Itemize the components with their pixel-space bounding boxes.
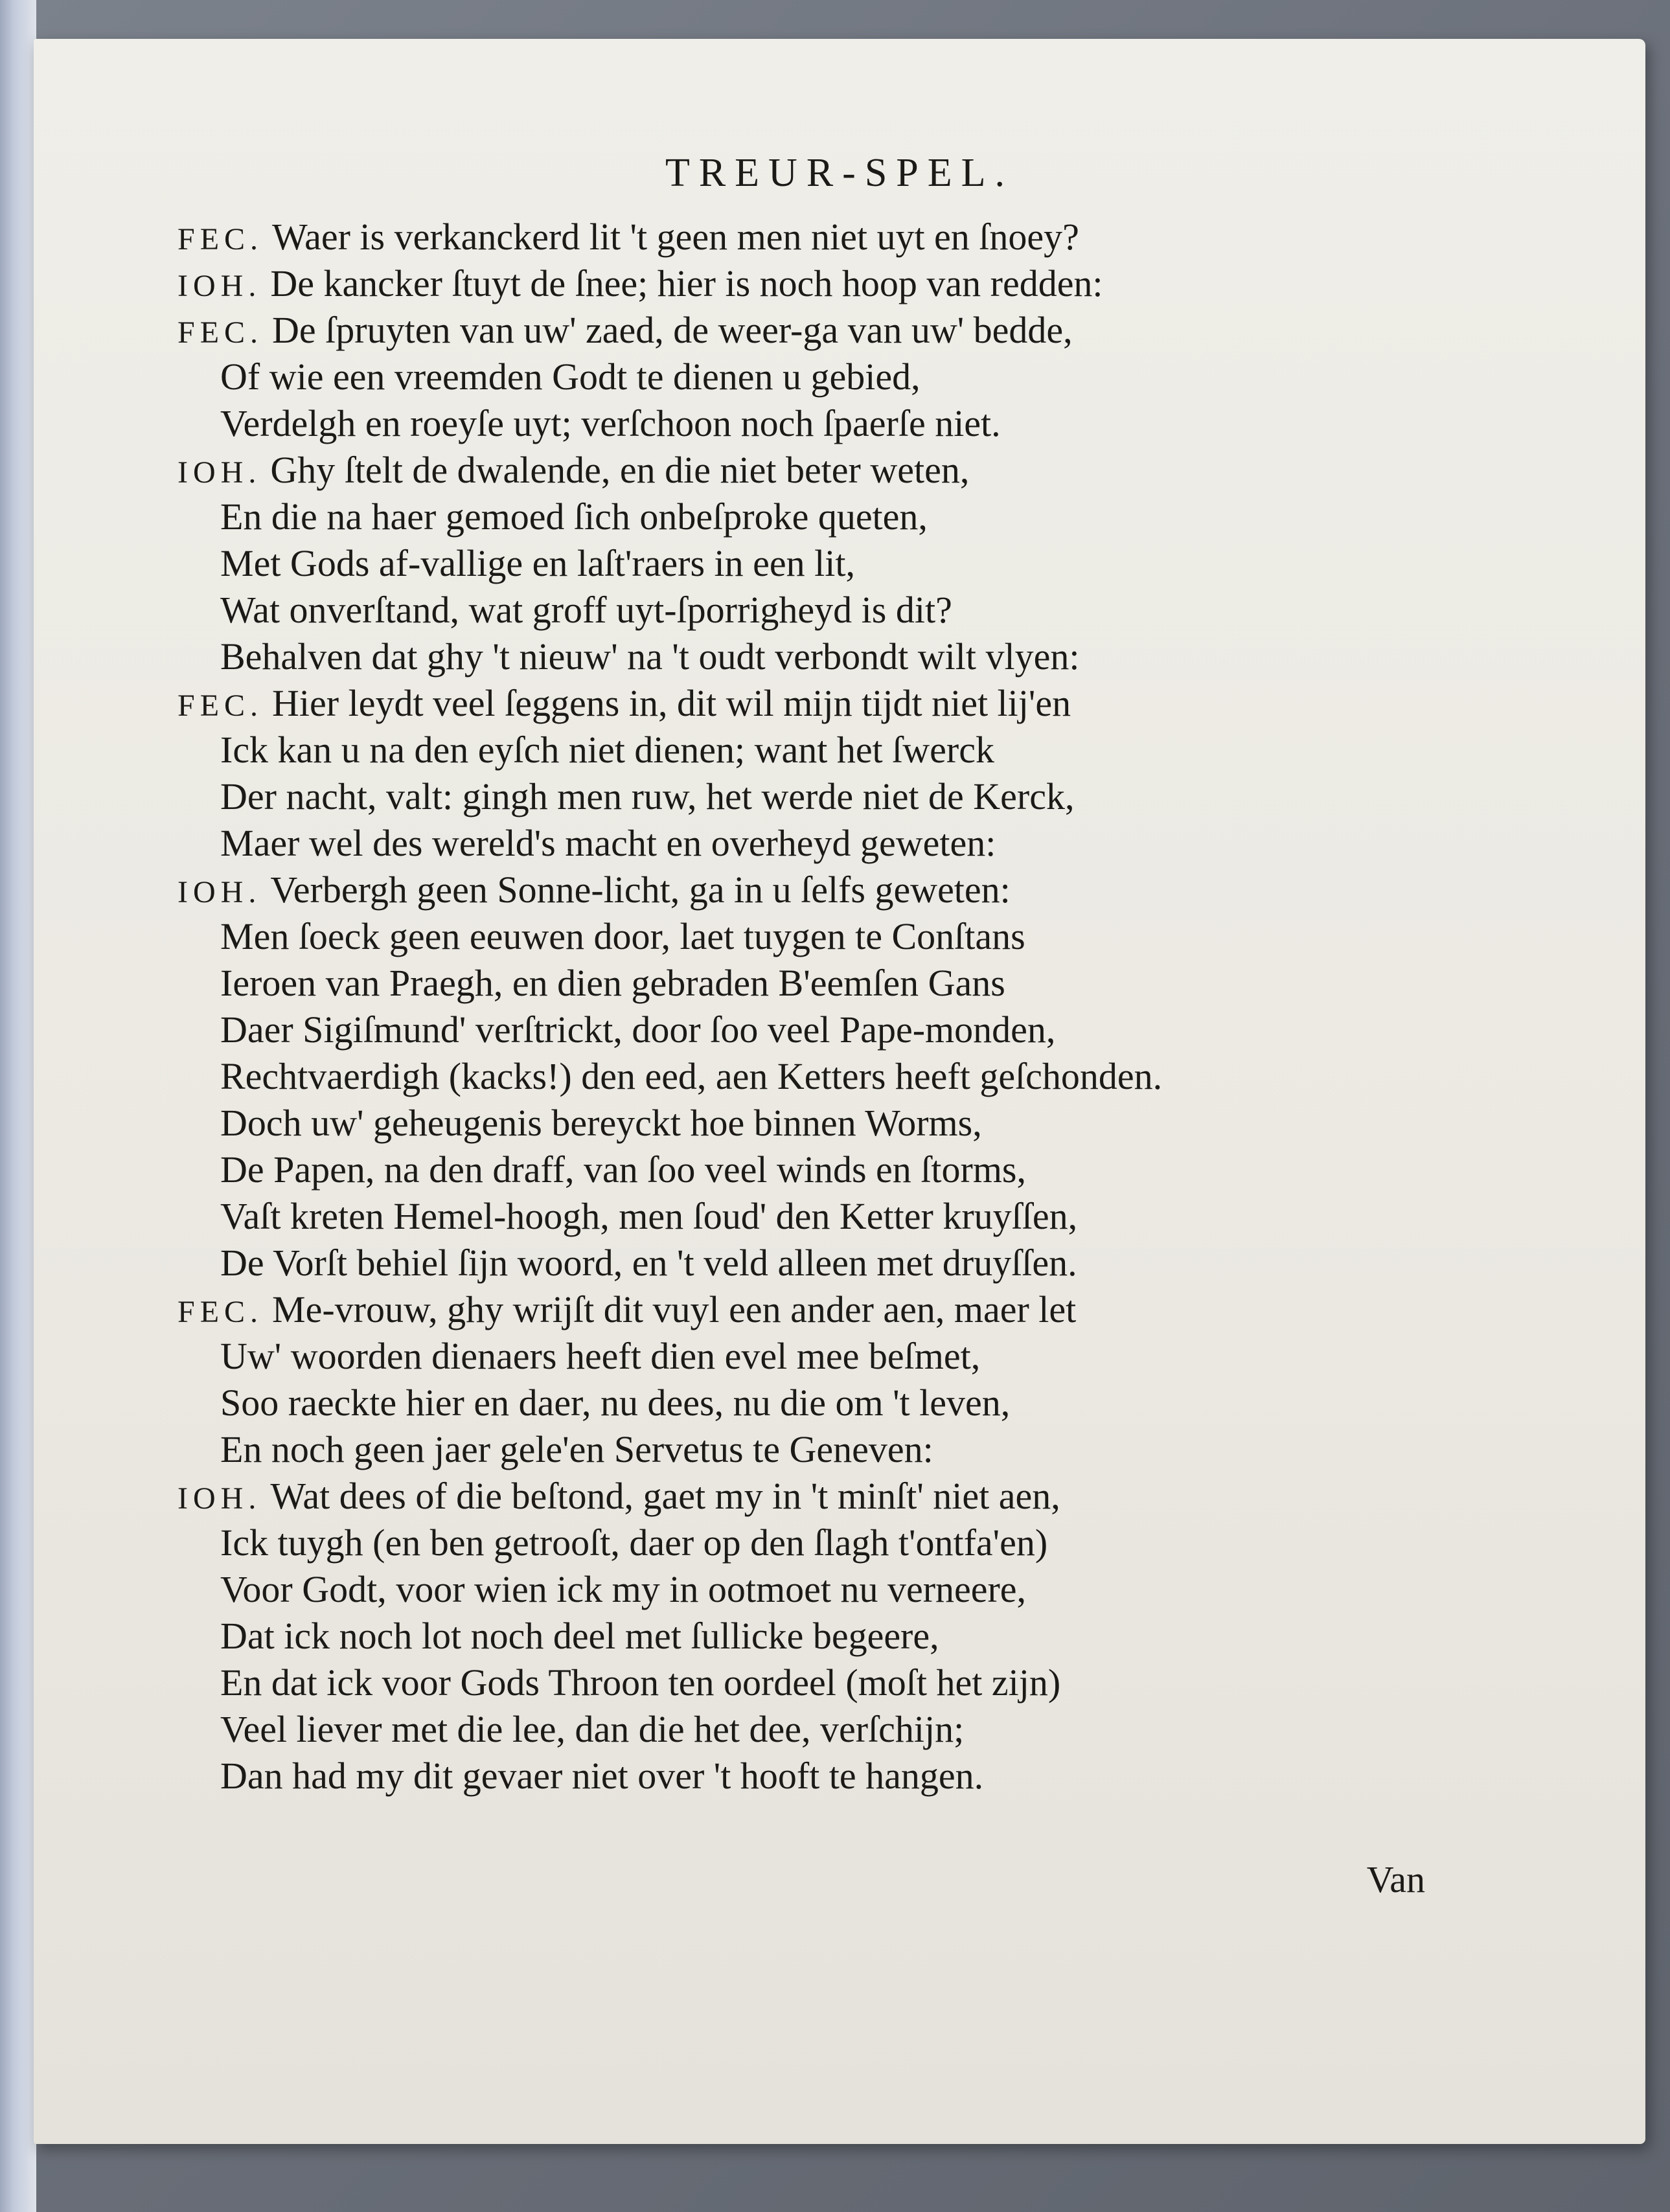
verse-line xyxy=(177,773,1162,820)
catchword: Van xyxy=(1366,1858,1425,1900)
verse-line xyxy=(177,307,1162,354)
verse-line xyxy=(177,1659,1162,1706)
speaker-label: IOH. xyxy=(177,269,262,303)
speaker-label: IOH. xyxy=(177,455,262,490)
verse-line xyxy=(177,1613,1162,1659)
line-text: Met Gods af-vallige en laſt'raers in een lit, xyxy=(220,542,855,584)
line-text: Dan had my dit gevaer niet over 't hooft te hangen. xyxy=(220,1755,984,1797)
verse-line xyxy=(177,633,1162,680)
line-text: Men ſoeck geen eeuwen door, laet tuygen te Conſtans xyxy=(220,915,1025,957)
running-head: TREUR-SPEL. xyxy=(665,151,1014,195)
verse-line xyxy=(177,1520,1162,1566)
line-text: En dat ick voor Gods Throon ten oordeel (moſt het zijn) xyxy=(220,1661,1061,1704)
speaker-label: FEC. xyxy=(177,689,264,723)
line-text: Dat ick noch lot noch deel met ſullicke begeere, xyxy=(220,1615,939,1657)
speaker-label: FEC. xyxy=(177,222,264,257)
verse-line xyxy=(177,1053,1162,1100)
speaker-label: IOH. xyxy=(177,875,262,909)
line-text: Verdelgh en roeyſe uyt; verſchoon noch ſpaerſe niet. xyxy=(220,402,1001,444)
verse-line xyxy=(177,960,1162,1007)
previous-page-edge xyxy=(0,0,36,2212)
line-text: Der nacht, valt: gingh men ruw, het werde niet de Kerck, xyxy=(220,775,1075,817)
line-text: Soo raeckte hier en daer, nu dees, nu die om 't leven, xyxy=(220,1382,1011,1424)
verse-line xyxy=(177,494,1162,540)
verse-line xyxy=(177,727,1162,773)
line-text: Ick tuygh (en ben getrooſt, daer op den ſlagh t'ontfa'en) xyxy=(220,1522,1048,1564)
verse-line xyxy=(177,587,1162,633)
line-text: Wat onverſtand, wat groff uyt-ſporrigheyd is dit? xyxy=(220,589,952,631)
line-text: Me-vrouw, ghy wrijſt dit vuyl een ander aen, maer let xyxy=(272,1288,1077,1330)
line-text: Uw' woorden dienaers heeft dien evel mee beſmet, xyxy=(220,1335,981,1377)
line-text: Waer is verkanckerd lit 't geen men niet uyt en ſnoey? xyxy=(272,216,1079,258)
verse-line xyxy=(177,1193,1162,1240)
line-text: Vaſt kreten Hemel-hoogh, men ſoud' den Ketter kruyſſen, xyxy=(220,1195,1078,1237)
speaker-label: FEC. xyxy=(177,315,264,350)
verse-line xyxy=(177,1706,1162,1753)
line-text: Rechtvaerdigh (kacks!) den eed, aen Ketters heeft geſchonden. xyxy=(220,1055,1163,1097)
verse-line xyxy=(177,1286,1162,1333)
verse-line xyxy=(177,1333,1162,1380)
verse-line xyxy=(177,1473,1162,1520)
line-text: Ick kan u na den eyſch niet dienen; want het ſwerck xyxy=(220,729,994,771)
line-text: Hier leydt veel ſeggens in, dit wil mijn tijdt niet lij'en xyxy=(272,682,1071,724)
verse-line xyxy=(177,1007,1162,1053)
line-text: Doch uw' geheugenis bereyckt hoe binnen Worms, xyxy=(220,1102,982,1144)
line-text: Veel liever met die lee, dan die het dee, verſchijn; xyxy=(220,1708,965,1750)
verse-line xyxy=(177,214,1162,260)
line-text: Of wie een vreemden Godt te dienen u gebied, xyxy=(220,356,921,398)
verse-line xyxy=(177,400,1162,447)
line-text: Maer wel des wereld's macht en overheyd geweten: xyxy=(220,822,996,864)
line-text: Ghy ſtelt de dwalende, en die niet beter weten, xyxy=(270,449,970,491)
verse-line xyxy=(177,447,1162,494)
verse-line xyxy=(177,260,1162,307)
verse-line xyxy=(177,867,1162,913)
line-text: En noch geen jaer gele'en Servetus te Geneven: xyxy=(220,1428,933,1470)
verse-line xyxy=(177,354,1162,400)
book-page xyxy=(34,39,1645,2144)
verse-line xyxy=(177,913,1162,960)
verse-line xyxy=(177,1426,1162,1473)
line-text: De Papen, na den draff, van ſoo veel winds en ſtorms, xyxy=(220,1148,1026,1191)
line-text: De kancker ſtuyt de ſnee; hier is noch hoop van redden: xyxy=(270,262,1103,304)
line-text: En die na haer gemoed ſich onbeſproke queten, xyxy=(220,496,928,538)
verse-line xyxy=(177,1380,1162,1426)
line-text: Wat dees of die beſtond, gaet my in 't minſt' niet aen, xyxy=(270,1475,1060,1517)
line-text: Behalven dat ghy 't nieuw' na 't oudt verbondt wilt vlyen: xyxy=(220,635,1080,678)
verse-line xyxy=(177,1146,1162,1193)
line-text: Ieroen van Praegh, en dien gebraden B'eemſen Gans xyxy=(220,962,1005,1004)
verse-line xyxy=(177,1240,1162,1286)
speaker-label: IOH. xyxy=(177,1481,262,1516)
line-text: Voor Godt, voor wien ick my in ootmoet nu verneere, xyxy=(220,1568,1027,1610)
line-text: De Vorſt behiel ſijn woord, en 't veld alleen met druyſſen. xyxy=(220,1242,1077,1284)
line-text: Daer Sigiſmund' verſtrickt, door ſoo veel Pape-monden, xyxy=(220,1009,1056,1051)
verse-text xyxy=(177,214,1162,1799)
line-text: Verbergh geen Sonne-licht, ga in u ſelfs geweten: xyxy=(270,869,1011,911)
speaker-label: FEC. xyxy=(177,1295,264,1329)
verse-line xyxy=(177,1753,1162,1799)
verse-line xyxy=(177,540,1162,587)
line-text: De ſpruyten van uw' zaed, de weer-ga van uw' bedde, xyxy=(272,309,1073,351)
verse-line xyxy=(177,820,1162,867)
verse-line xyxy=(177,1100,1162,1146)
verse-line xyxy=(177,680,1162,727)
verse-line xyxy=(177,1566,1162,1613)
